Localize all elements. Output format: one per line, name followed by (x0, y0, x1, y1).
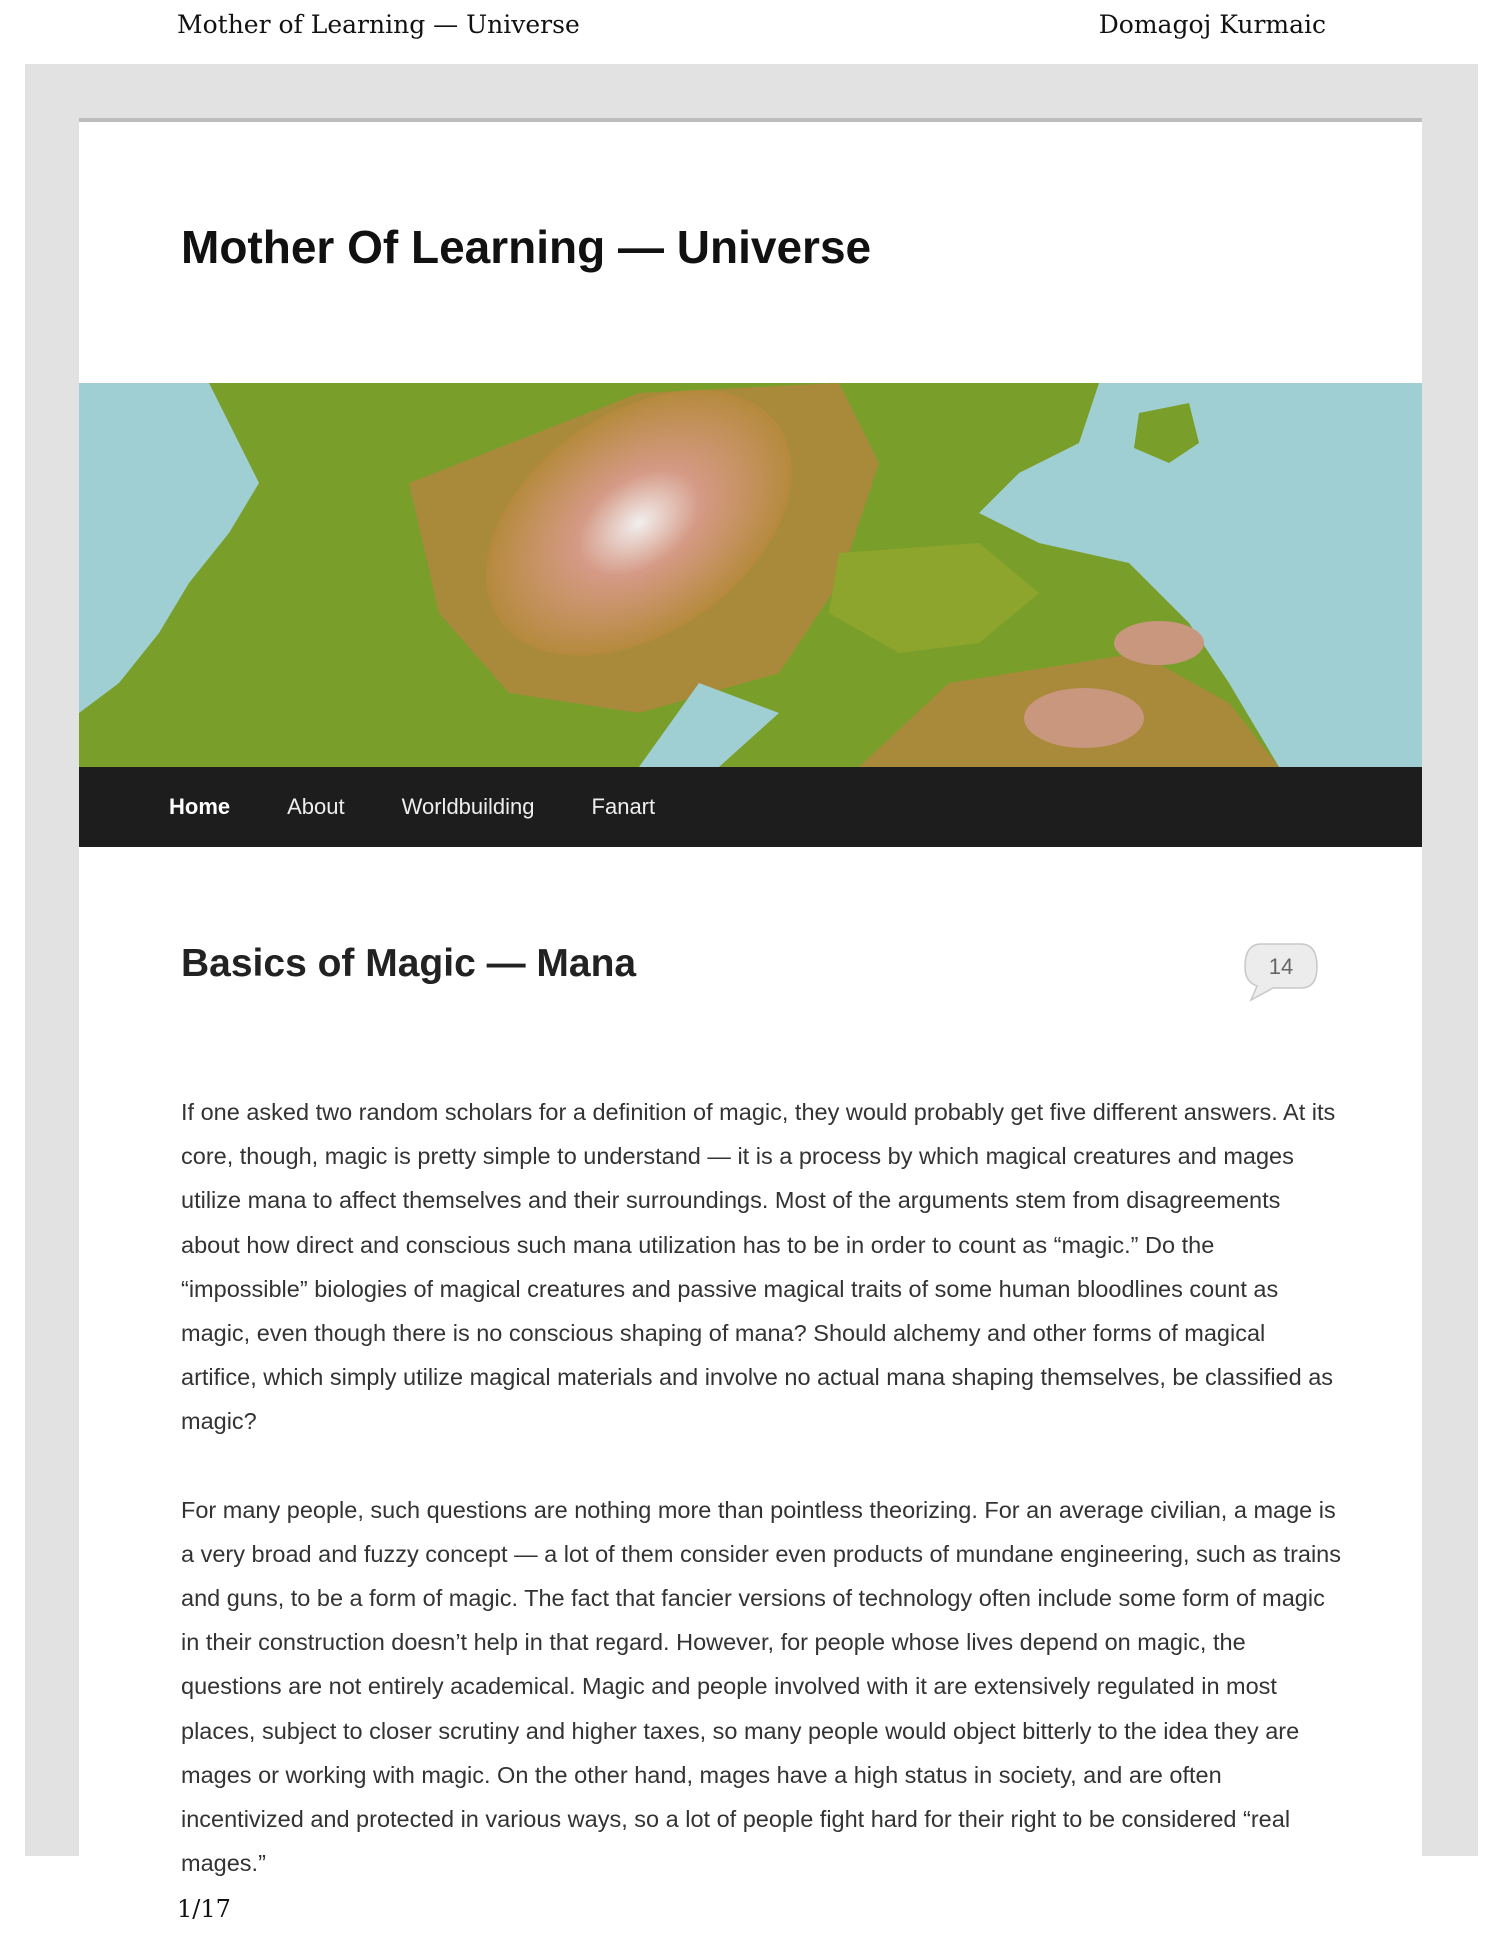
header-map-image (79, 383, 1422, 767)
paragraph: If one asked two random scholars for a definition of magic, they would probably get five different answers. At its core, though, magic is pretty simple to understand — it is a process by which magical creatures and mages utilize mana to affect themselves and their surroundings. Most of the arguments stem from disagreements about how direct and conscious such mana utilization has to be in order to count as “magic.” Do the “impossible” biologies of magical creatures and passive magical traits of some human bloodlines count as magic, even though there is no conscious shaping of mana? Should alchemy and other forms of magical artifice, which simply utilize magical materials and involve no actual mana shaping themselves, be classified as magic? (181, 1099, 1336, 1435)
running-header-author: Domagoj Kurmaic (1098, 10, 1326, 39)
nav-worldbuilding[interactable]: Worldbuilding (401, 794, 535, 819)
page-number: 1/17 (177, 1895, 231, 1923)
comment-count: 14 (1268, 954, 1294, 979)
paragraph: For many people, such questions are nothing more than pointless theorizing. For an average civilian, a mage is a very broad and fuzzy concept — a lot of them consider even products of mundane engineering, such as trains and guns, to be a form of magic. The fact that fancier versions of technology often include some form of magic in their construction doesn’t help in that regard. However, for people whose lives depend on magic, the questions are not entirely academical. Magic and people involved with it are extensively regulated in most places, subject to closer scrutiny and higher taxes, so many people would object bitterly to the idea they are mages or working with magic. On the other hand, mages have a high status in society, and are often incentivized and protected in various ways, so a lot of people fight hard for their right to be considered “real mages.” (181, 1496, 1342, 1877)
running-header-title: Mother of Learning — Universe (177, 10, 580, 39)
nav-about[interactable]: About (287, 794, 345, 819)
site-title[interactable]: Mother Of Learning — Universe (181, 221, 872, 273)
main-nav (79, 767, 1422, 847)
map-terrain (79, 383, 1422, 767)
site-container (79, 118, 1422, 1945)
post-title[interactable]: Basics of Magic — Mana (181, 942, 637, 985)
nav-fanart[interactable]: Fanart (591, 794, 656, 819)
nav-home[interactable]: Home (169, 794, 231, 819)
comment-count-bubble[interactable] (1243, 942, 1319, 996)
post-content (181, 1090, 1341, 1929)
